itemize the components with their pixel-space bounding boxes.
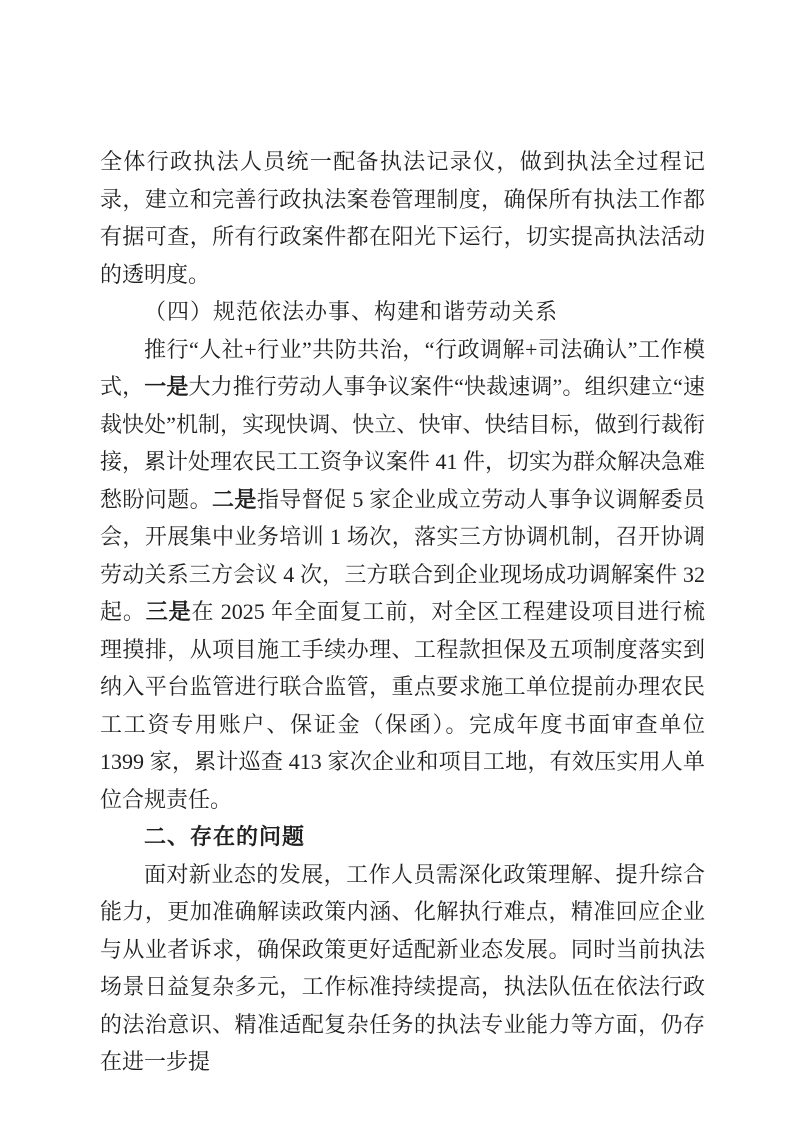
emphasized-text-run: 一是 xyxy=(144,374,189,399)
text-run: 在 2025 年全面复工前，对全区工程建设项目进行梳理摸排，从项目施工手续办理、工程款担保及五项制度落实到纳入平台监管进行联合监管，重点要求施工单位提前办理农民工工资专用账户、保证金（保函）。完成年度书面审查单位 1399 家，累计巡查 413 家次企业和项目工地，有效压实用人单位合规责任。 xyxy=(100,599,705,812)
text-run: 推行“人社+行业”共防共治，“行政调解+司法确认”工作模式， xyxy=(100,336,705,399)
body-paragraph xyxy=(100,856,705,1081)
body-paragraph xyxy=(100,331,705,819)
text-run: 二、存在的问题 xyxy=(144,824,306,849)
body-paragraph xyxy=(100,143,705,293)
text-run: 全体行政执法人员统一配备执法记录仪，做到执法全过程记录，建立和完善行政执法案卷管理制度，确保所有执法工作都有据可查，所有行政案件都在阳光下运行，切实提高执法活动的透明度。 xyxy=(100,149,705,287)
emphasized-text-run: 三是 xyxy=(145,599,192,624)
document-content xyxy=(100,143,705,1081)
emphasized-text-run: 二是 xyxy=(212,486,257,512)
text-run: 面对新业态的发展，工作人员需深化政策理解、提升综合能力，更加准确解读政策内涵、化解执行难点，精准回应企业与从业者诉求，确保政策更好适配新业态发展。同时当前执法场景日益复杂多元，工作标准持续提高，执法队伍在依法行政的法治意识、精准适配复杂任务的执法专业能力等方面，仍存在进一步提 xyxy=(100,861,705,1074)
section-heading xyxy=(100,818,705,856)
text-run: （四）规范依法办事、构建和谐劳动关系 xyxy=(144,299,559,324)
text-run: 指导督促 5 家企业成立劳动人事争议调解委员会，开展集中业务培训 1 场次，落实三方协调机制，召开协调劳动关系三方会议 4 次，三方联合到企业现场成功调解案件 32 起。 xyxy=(100,486,705,624)
text-run: 大力推行劳动人事争议案件“快裁速调”。组织建立“速裁快处”机制，实现快调、快立、快审、快结目标，做到行裁衔接，累计处理农民工工资争议案件 41 件，切实为群众解决急难愁盼问题。 xyxy=(100,374,706,512)
sub-section-heading xyxy=(100,293,705,331)
